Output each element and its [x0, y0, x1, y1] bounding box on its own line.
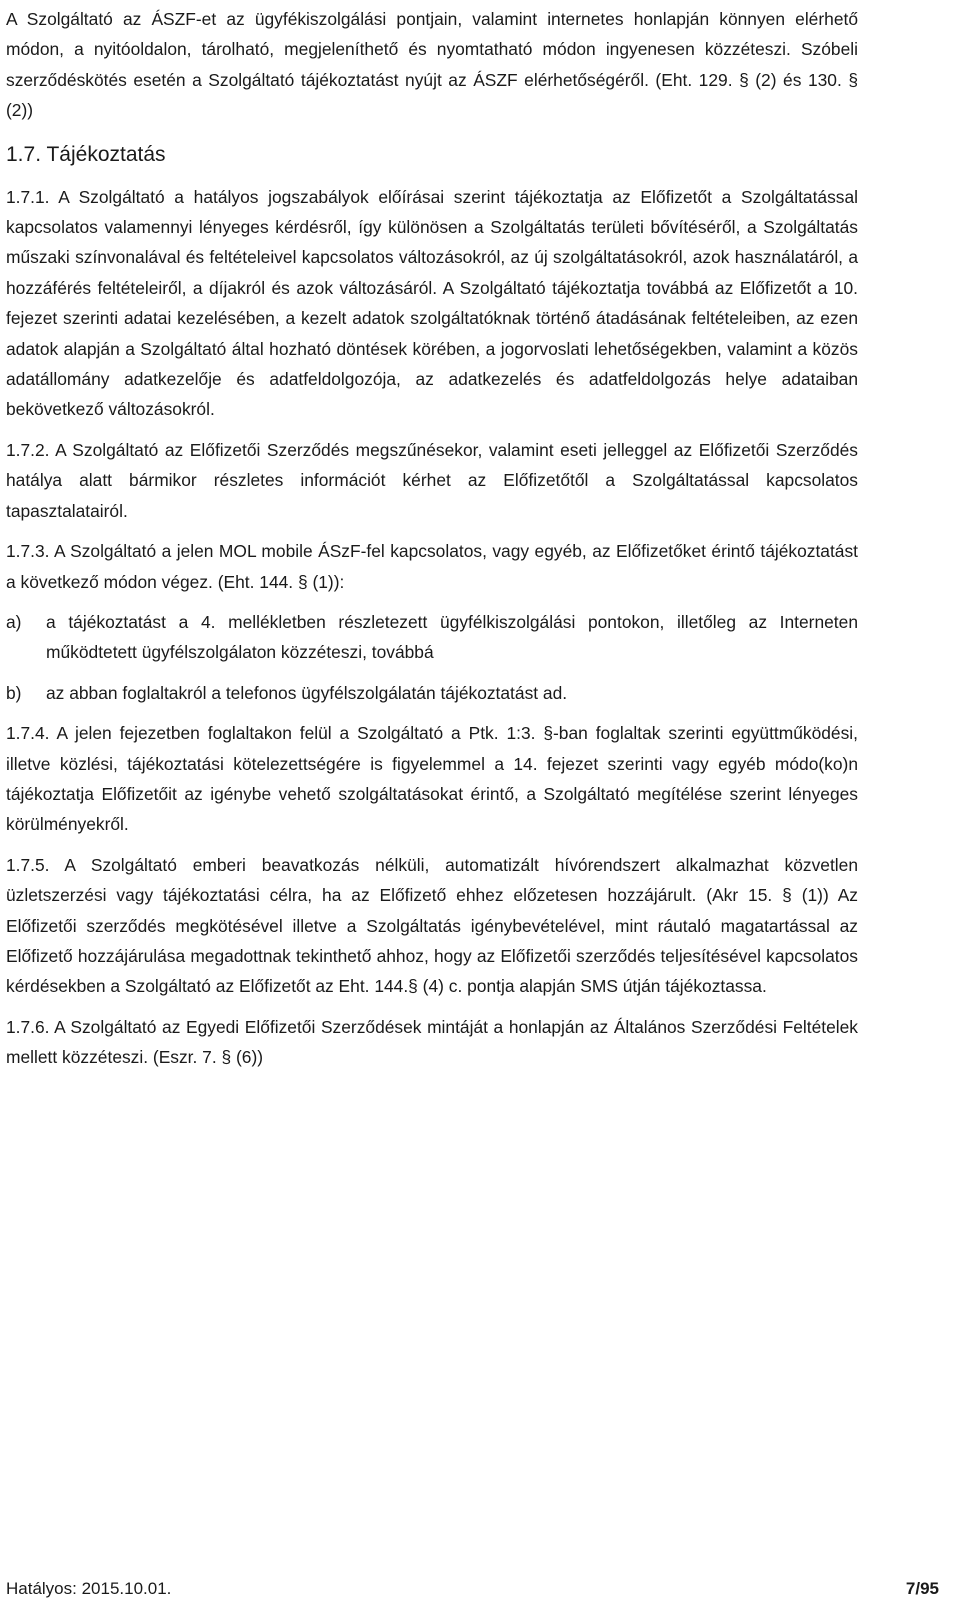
page-number: 7/95: [905, 1579, 939, 1598]
list-text-a: a tájékoztatást a 4. mellékletben részletezett ügyfélkiszolgálási pontokon, illetőleg az Interneten működtetett ügyfélszolgálaton közzéteszi, továbbá: [46, 611, 858, 663]
document-page: [6, 4, 858, 1073]
list-marker-a: a): [6, 611, 22, 632]
effective-date: Hatályos: 2015.10.01.: [6, 1579, 172, 1598]
paragraph-1-7-3: 1.7.3. A Szolgáltató a jelen MOL mobile ÁSzF-fel kapcsolatos, vagy egyéb, az Előfizetőket érintő tájékoztatást a következő módon végez. (Eht. 144. § (1)):: [6, 541, 858, 592]
list-item-a: [6, 607, 858, 668]
list-marker-b: b): [6, 682, 22, 703]
list-item-b: [6, 678, 858, 708]
paragraph-1-7-4: 1.7.4. A jelen fejezetben foglaltakon felül a Szolgáltató a Ptk. 1:3. §-ban foglaltak szerinti együttműködési, illetve közlési, tájékoztatási kötelezettségére is figyelemmel a 14. fejezet szerinti vagy egyéb módo(ko)n tájékoztatja Előfizetőit az igénybe vehető szolgáltatásokat érintő, a Szolgáltató megítélése szerint lényeges körülményekről.: [6, 723, 858, 835]
paragraph-1-7-6: 1.7.6. A Szolgáltató az Egyedi Előfizetői Szerződések mintáját a honlapján az Általános Szerződési Feltételek mellett közzéteszi. (Eszr. 7. § (6)): [6, 1016, 858, 1068]
paragraph-1-7-1: 1.7.1. A Szolgáltató a hatályos jogszabályok előírásai szerint tájékoztatja az Előfizetőt a Szolgáltatással kapcsolatos valamennyi lényeges kérdésről, így különösen a Szolgáltatás területi bővítéséről, a Szolgáltatás műszaki színvonalával és feltételeivel kapcsolatos változásokról, az új szolgáltatásokról, azok használatáról, a hozzáférés feltételeiről, a díjakról és azok változásáról. A Szolgáltató tájékoztatja továbbá az Előfizetőt a 10. fejezet szerinti adatai kezelésében, a kezelt adatok szolgáltatóknak történő átadásának feltételeiben, az ezen adatok alapján a Szolgáltató által hozható döntések körében, a jogorvoslati lehetőségekben, valamint a közös adatállomány adatkezelője és adatfeldolgozója, az adatkezelés és adatfeldolgozás helye adataiban bekövetkező változásokról.: [6, 186, 858, 420]
intro-paragraph: A Szolgáltató az ÁSZF-et az ügyfékiszolgálási pontjain, valamint internetes honlapján könnyen elérhető módon, a nyitóoldalon, tárolható, megjeleníthető és nyomtatható módon ingyenesen közzéteszi. Szóbeli szerződéskötés esetén a Szolgáltató tájékoztatást nyújt az ÁSZF elérhetőségéről. (Eht. 129. § (2) és 130. § (2)): [6, 9, 858, 121]
list-text-b: az abban foglaltakról a telefonos ügyfélszolgálatán tájékoztatást ad.: [46, 682, 568, 703]
paragraph-1-7-5: 1.7.5. A Szolgáltató emberi beavatkozás nélküli, automatizált hívórendszert alkalmazhat közvetlen üzletszerzési vagy tájékoztatási célra, ha az Előfizető ehhez előzetesen hozzájárult. (Akr 15. § (1)) Az Előfizetői szerződés megkötésével illetve a Szolgáltatás igénybevételével, mint ráutaló magatartással az Előfizető hozzájárulása megadottnak tekinthető ahhoz, hogy az Előfizetői szerződés teljesítésével kapcsolatos kérdésekben a Szolgáltató az Előfizetőt az Eht. 144.§ (4) c. pontja alapján SMS útján tájékoztassa.: [6, 854, 858, 997]
paragraph-1-7-2: 1.7.2. A Szolgáltató az Előfizetői Szerződés megszűnésekor, valamint eseti jelleggel az Előfizetői Szerződés hatálya alatt bármikor részletes információt kérhet az Előfizetőtől a Szolgáltatással kapcsolatos tapasztalatairól.: [6, 439, 858, 521]
page-footer: [6, 1576, 939, 1602]
section-heading: 1.7. Tájékoztatás: [6, 142, 166, 166]
